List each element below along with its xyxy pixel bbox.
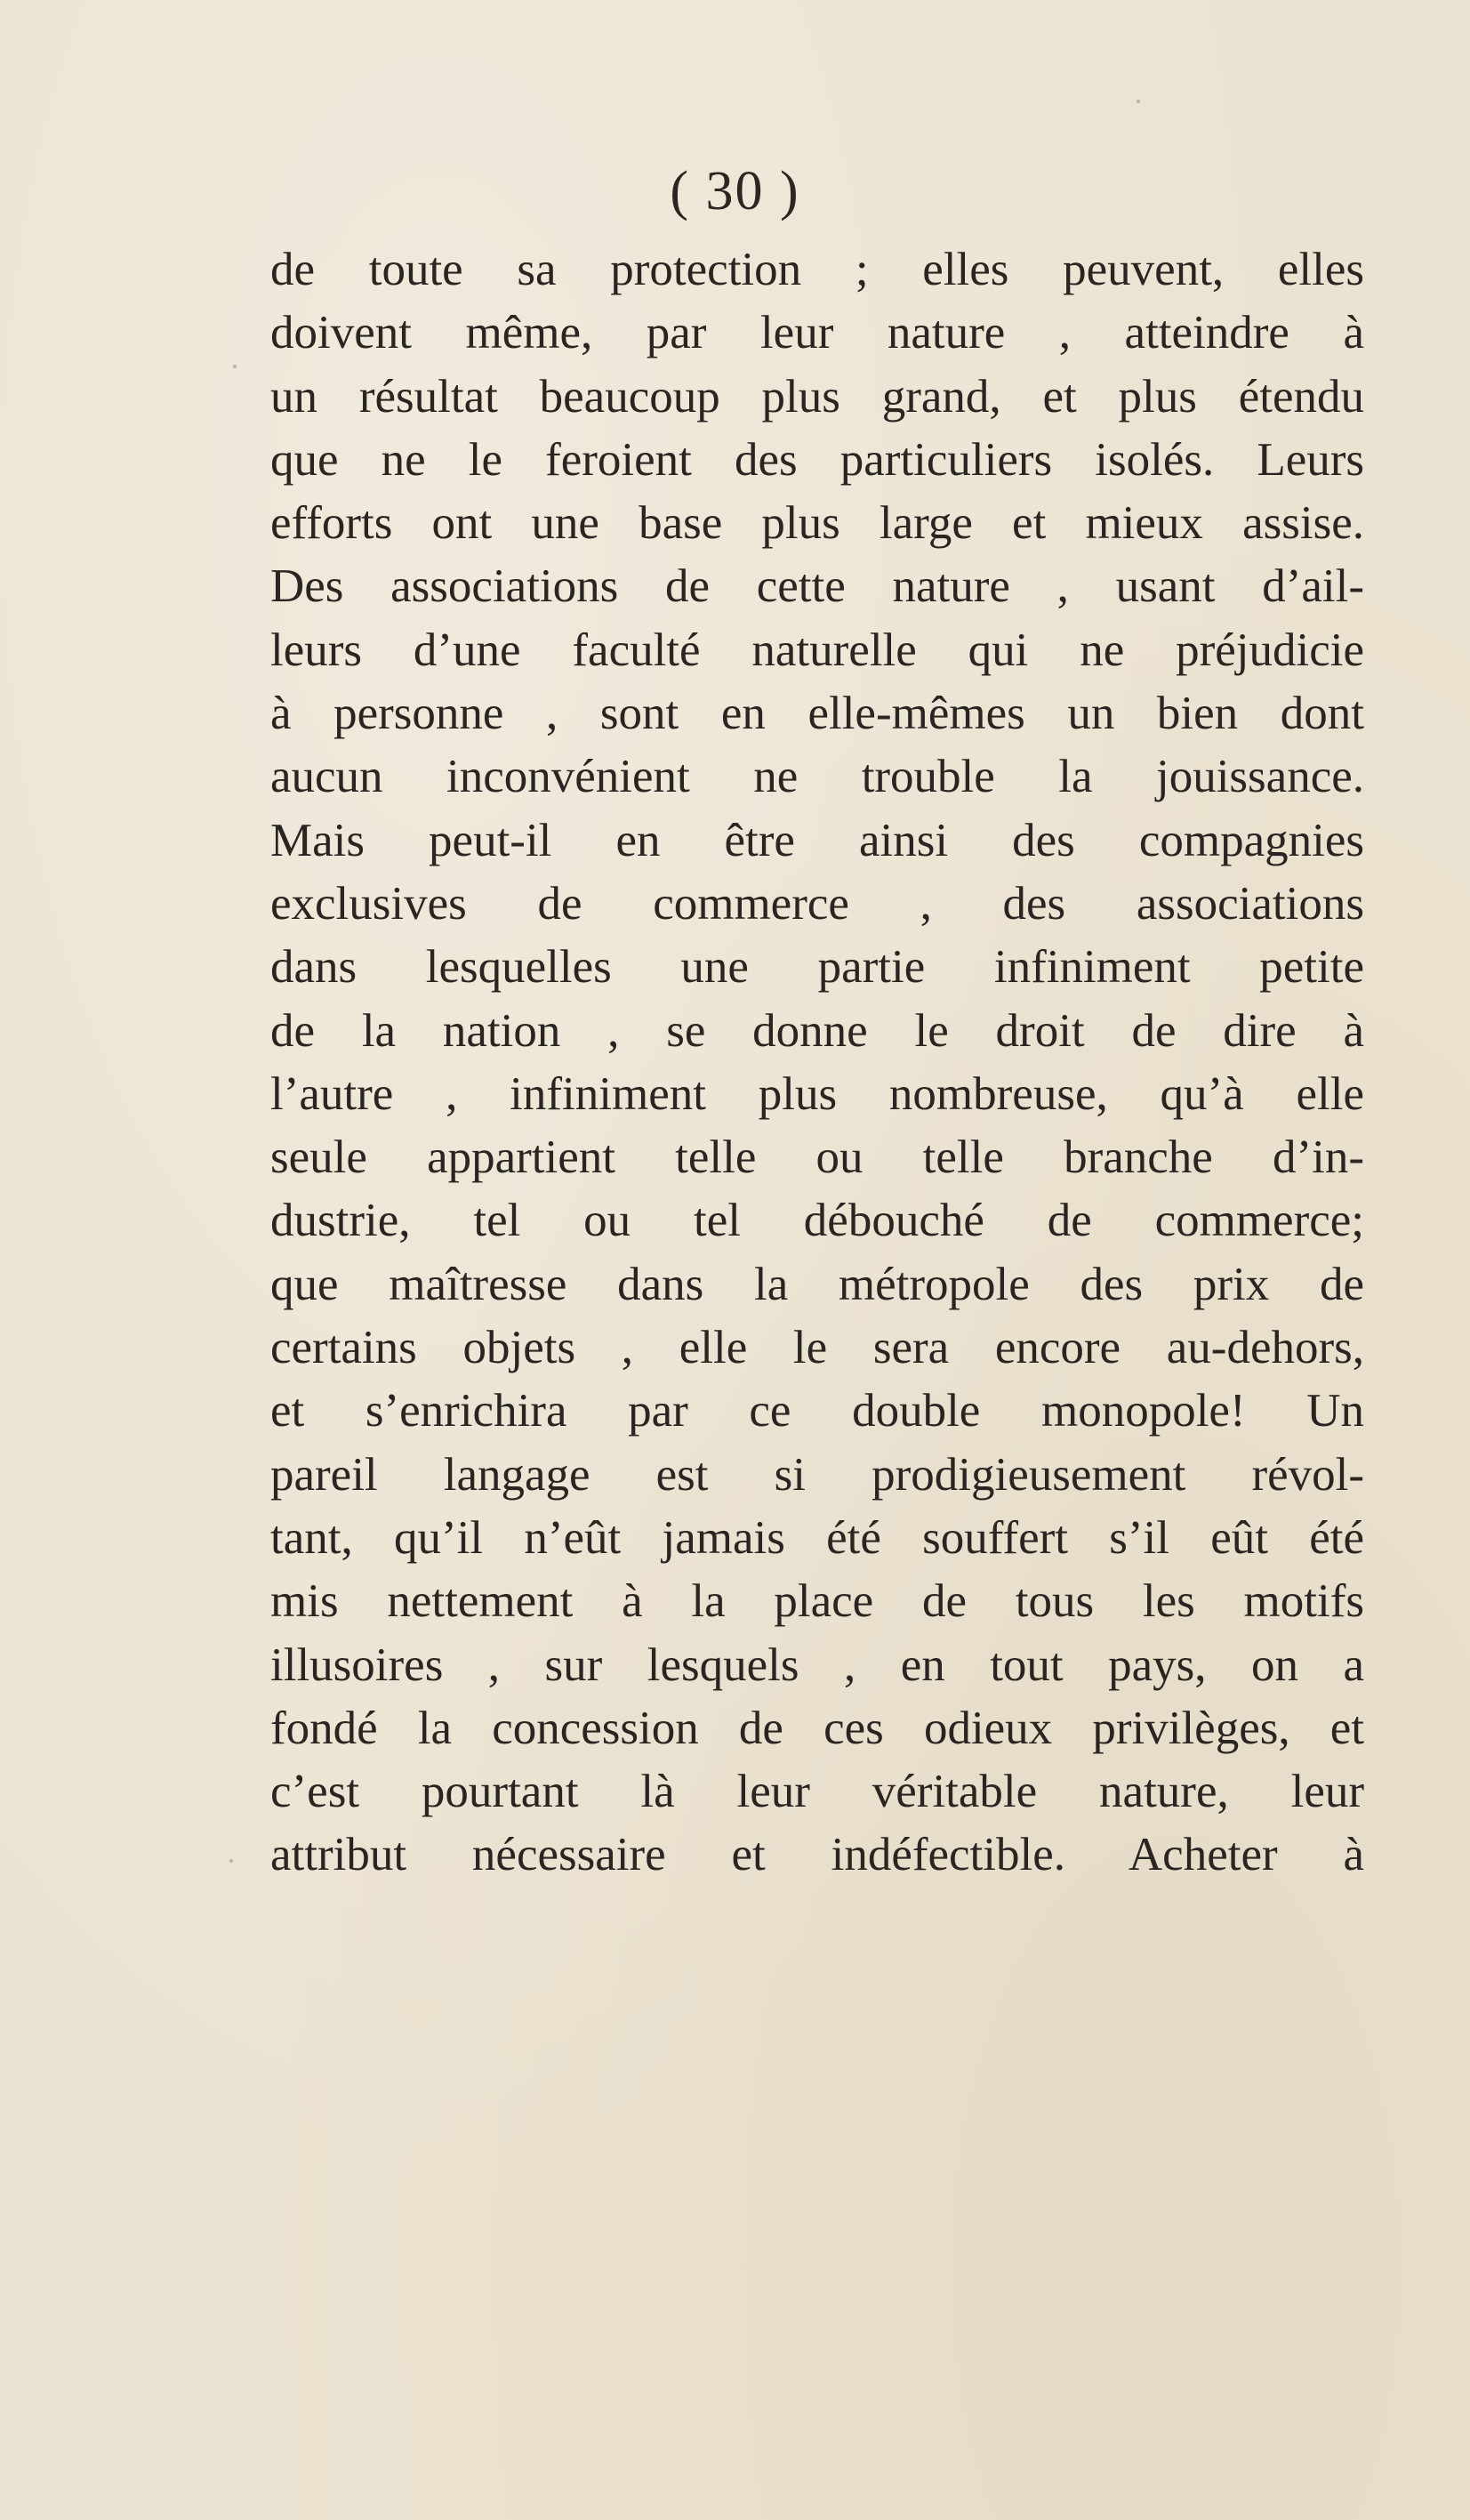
text-line: aucun inconvénient ne trouble la jouissance.	[270, 751, 1364, 803]
text-line: exclusives de commerce , des associations	[270, 877, 1364, 930]
text-line: un résultat beaucoup plus grand, et plus étendu	[270, 370, 1364, 423]
text-line: leurs d’une faculté naturelle qui ne préjudicie	[270, 624, 1364, 676]
text-line: efforts ont une base plus large et mieux assise.	[270, 497, 1364, 550]
text-line: attribut nécessaire et indéfectible. Acheter à	[270, 1829, 1364, 1881]
text-line: et s’enrichira par ce double monopole! Un	[270, 1385, 1364, 1437]
text-line: mis nettement à la place de tous les motifs	[270, 1575, 1364, 1628]
text-line: que ne le feroient des particuliers isolés. Leurs	[270, 433, 1364, 486]
text-line: à personne , sont en elle-mêmes un bien dont	[270, 688, 1364, 740]
text-line: doivent même, par leur nature , atteindre à	[270, 307, 1364, 359]
text-line: fondé la concession de ces odieux privilèges, et	[270, 1702, 1364, 1754]
page-number: ( 30 )	[670, 161, 800, 221]
text-line: certains objets , elle le sera encore au-dehors,	[270, 1322, 1364, 1374]
body-text	[270, 238, 1364, 1888]
paper-speck	[1137, 100, 1140, 103]
text-line: Des associations de cette nature , usant d’ail-	[270, 560, 1364, 613]
text-line: c’est pourtant là leur véritable nature, leur	[270, 1766, 1364, 1818]
text-line: tant, qu’il n’eût jamais été souffert s’il eût été	[270, 1511, 1364, 1564]
text-line: de la nation , se donne le droit de dire à	[270, 1004, 1364, 1057]
text-line: que maîtresse dans la métropole des prix de	[270, 1258, 1364, 1310]
text-line: de toute sa protection ; elles peuvent, elles	[270, 244, 1364, 295]
text-line: seule appartient telle ou telle branche d’in-	[270, 1131, 1364, 1184]
text-line: pareil langage est si prodigieusement révol-	[270, 1448, 1364, 1501]
paper-speck	[233, 365, 237, 368]
paper-speck	[229, 1859, 233, 1863]
text-line: illusoires , sur lesquels , en tout pays, on a	[270, 1638, 1364, 1691]
text-line: dans lesquelles une partie infiniment petite	[270, 941, 1364, 994]
text-line: l’autre , infiniment plus nombreuse, qu’à elle	[270, 1067, 1364, 1120]
text-line: Mais peut-il en être ainsi des compagnies	[270, 814, 1364, 866]
text-line: dustrie, tel ou tel débouché de commerce;	[270, 1195, 1364, 1247]
